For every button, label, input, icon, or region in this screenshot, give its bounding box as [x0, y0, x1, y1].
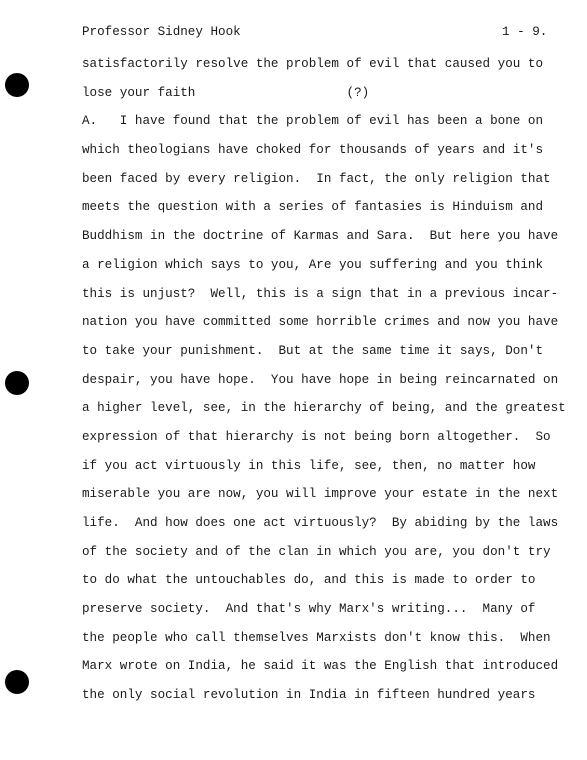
text-line: which theologians have choked for thousands of years and it's — [82, 143, 544, 158]
transcript-body — [82, 54, 566, 714]
text-line: the only social revolution in India in fifteen hundred years — [82, 688, 536, 703]
text-line: of the society and of the clan in which you are, you don't try — [82, 544, 551, 559]
text-line: a religion which says to you, Are you suffering and you think — [82, 257, 544, 272]
text-line: Marx wrote on India, he said it was the English that introduced — [82, 659, 559, 674]
text-line: Buddhism in the doctrine of Karmas and Sara. But here you have — [82, 229, 559, 244]
text-line: A. I have found that the problem of evil has been a bone on — [82, 114, 544, 129]
text-line: preserve society. And that's why Marx's writing... Many of — [82, 602, 536, 617]
text-line: if you act virtuously in this life, see, then, no matter how — [82, 458, 536, 473]
binder-hole-bottom — [5, 670, 29, 694]
text-line: a higher level, see, in the hierarchy of being, and the greatest — [82, 401, 566, 416]
text-line: this is unjust? Well, this is a sign that in a previous incar- — [82, 286, 559, 301]
text-line: nation you have committed some horrible crimes and now you have — [82, 315, 559, 330]
text-line: lose your faith (?) — [82, 85, 370, 100]
text-line: the people who call themselves Marxists don't know this. When — [82, 630, 551, 645]
text-line: miserable you are now, you will improve your estate in the next — [82, 487, 559, 502]
text-line: been faced by every religion. In fact, the only religion that — [82, 171, 551, 186]
text-line: satisfactorily resolve the problem of evil that caused you to — [82, 57, 544, 71]
text-line: to take your punishment. But at the same time it says, Don't — [82, 343, 544, 358]
text-line: to do what the untouchables do, and this is made to order to — [82, 573, 536, 588]
text-line: expression of that hierarchy is not being born altogether. So — [82, 429, 551, 444]
running-header-author: Professor Sidney Hook — [82, 25, 241, 39]
text-line: meets the question with a series of fantasies is Hinduism and — [82, 200, 544, 215]
binder-hole-middle — [5, 371, 29, 395]
text-line: despair, you have hope. You have hope in being reincarnated on — [82, 372, 559, 387]
text-line: life. And how does one act virtuously? By abiding by the laws — [82, 516, 559, 530]
page-number: 1 - 9. — [502, 25, 548, 39]
binder-hole-top — [5, 73, 29, 97]
